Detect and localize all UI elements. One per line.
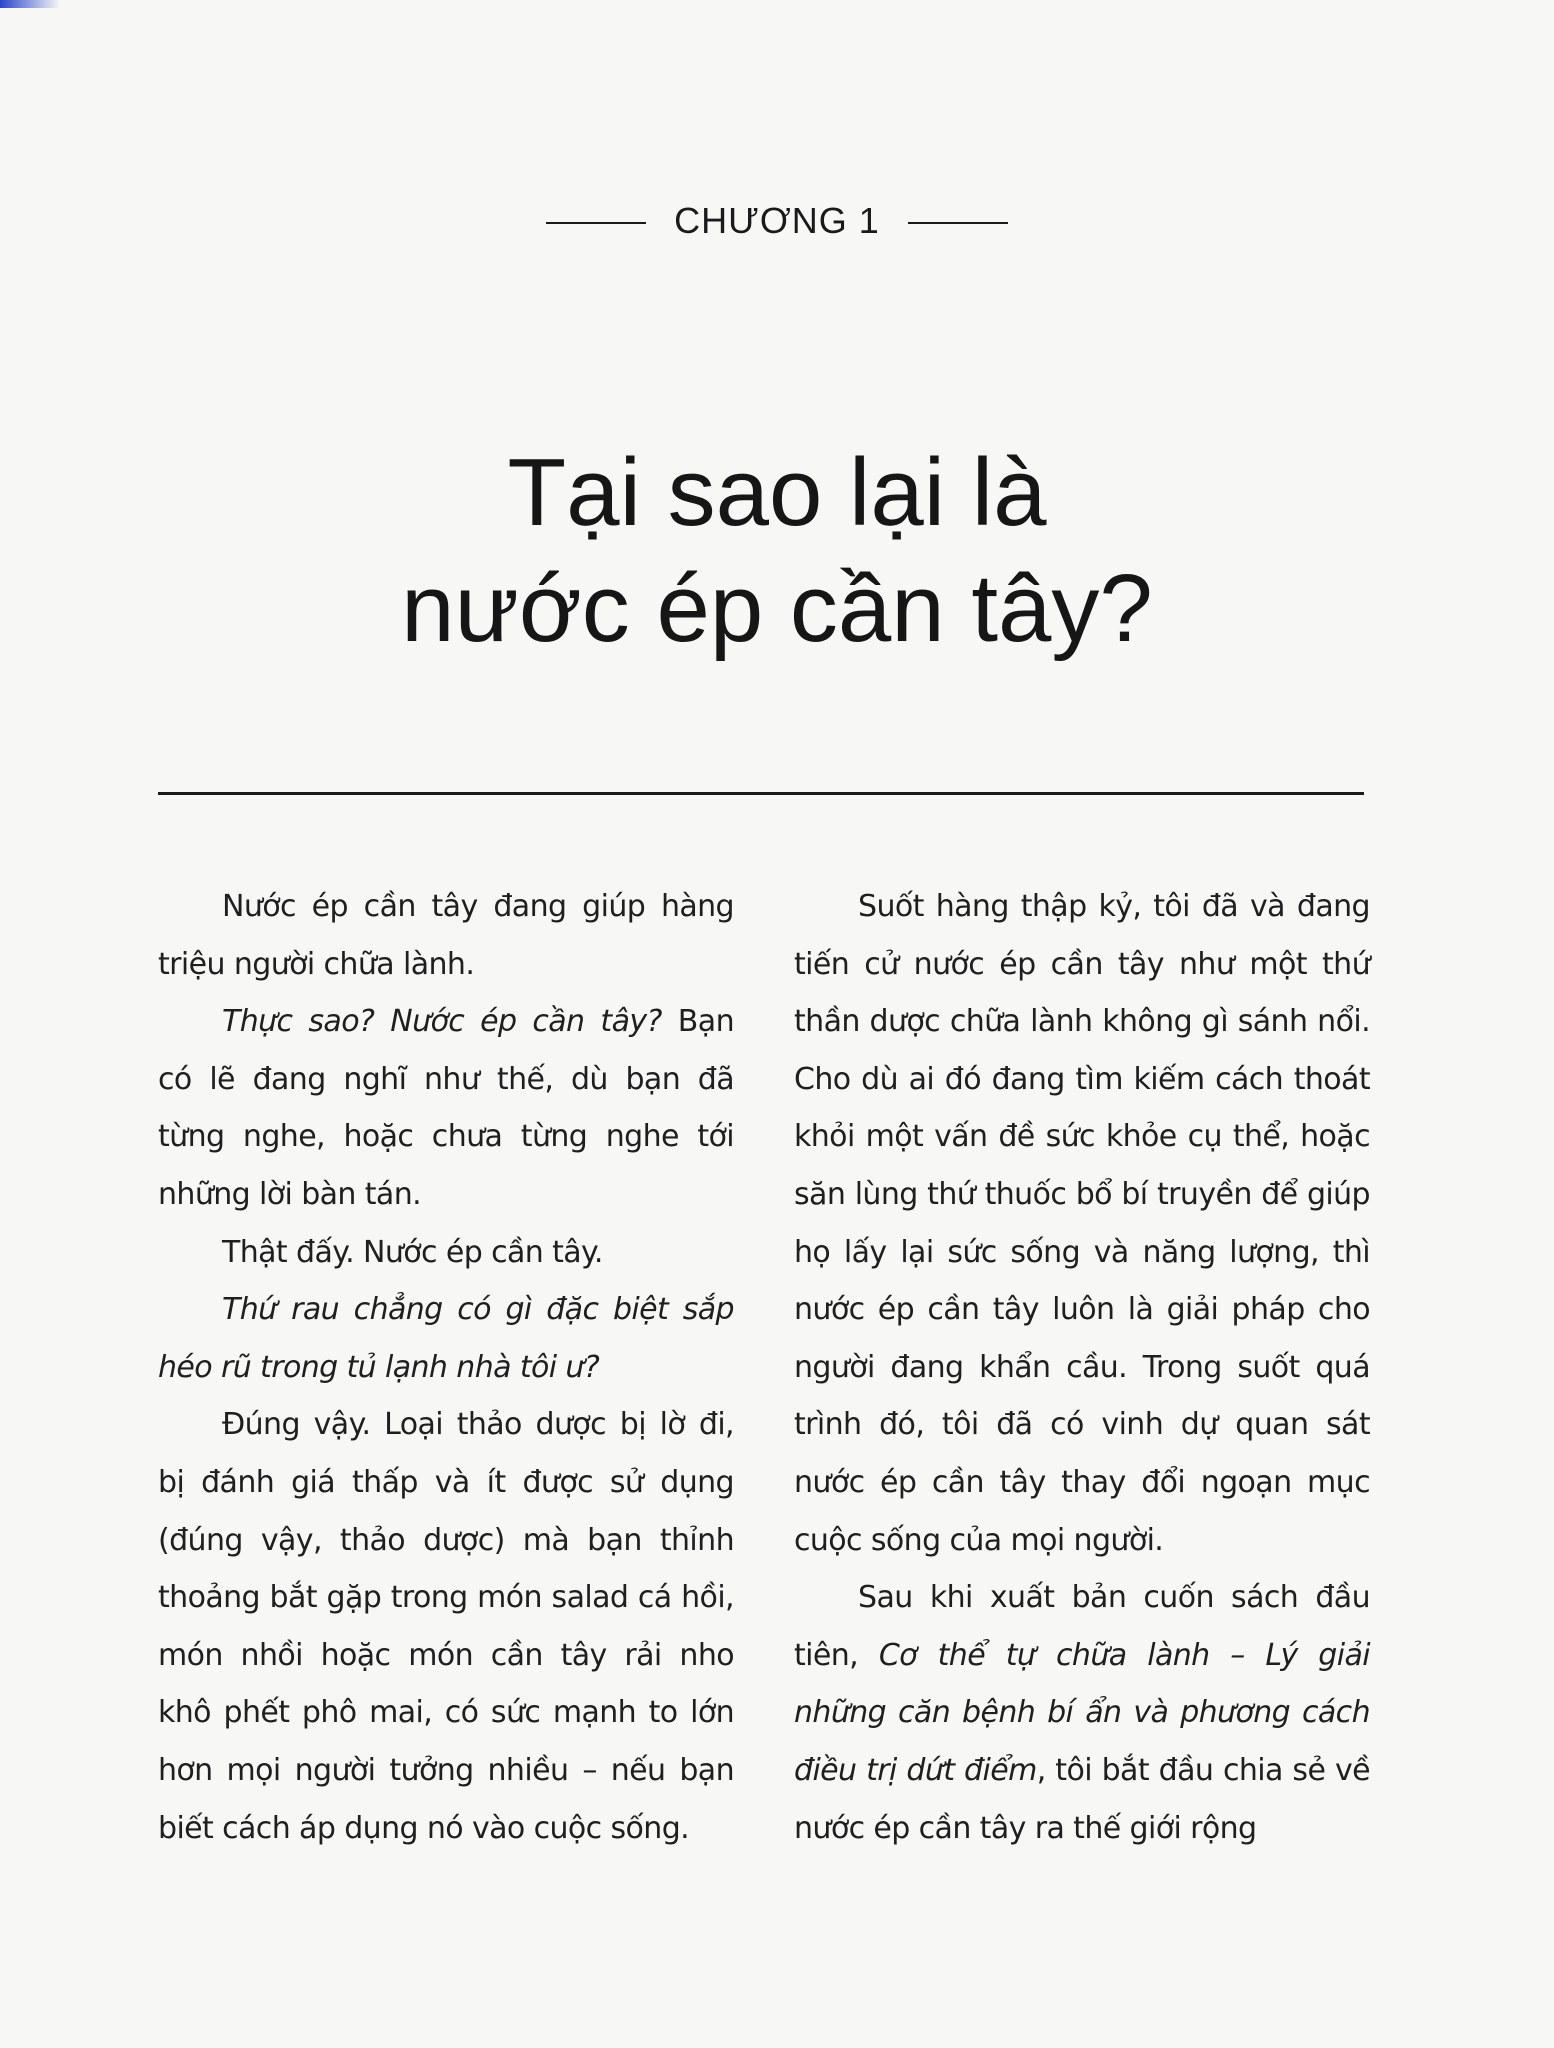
paragraph: Suốt hàng thập kỷ, tôi đã và đang tiến cử nước ép cần tây như một thứ thần dược chữa lành không gì sánh nổi. Cho dù ai đó đang tìm kiếm cách thoát khỏi một vấn đề sức khỏe cụ thể, hoặc săn lùng thứ thuốc bổ bí truyền để giúp họ lấy lại sức sống và năng lượng, thì nước ép cần tây luôn là giải pháp cho người đang khẩn cầu. Trong suốt quá trình đó, tôi đã có vinh dự quan sát nước ép cần tây thay đổi ngoạn mục cuộc sống của mọi người.: [794, 889, 1370, 1558]
chapter-label: [0, 200, 1554, 242]
paragraph: Nước ép cần tây đang giúp hàng triệu người chữa lành.: [158, 889, 734, 982]
italic-text: Thực sao? Nước ép cần tây?: [222, 1004, 662, 1040]
chapter-number: CHƯƠNG 1: [674, 200, 880, 241]
paragraph: [794, 1569, 1370, 1857]
chapter-title-line-1: Tại sao lại là: [507, 439, 1047, 546]
chapter-rule-left: [546, 222, 646, 224]
paragraph-text: Bạn có lẽ đang nghĩ như thế, dù bạn đã từng nghe, hoặc chưa từng nghe tới những lời bàn tán.: [158, 1004, 734, 1212]
book-title-italic: Cơ thể tự chữa lành – Lý giải những căn bệnh bí ẩn và phương cách điều trị dứt điểm: [794, 1637, 1370, 1788]
title-divider: [158, 792, 1364, 795]
paragraph-italic: Thứ rau chẳng có gì đặc biệt sắp héo rũ trong tủ lạnh nhà tôi ư?: [158, 1292, 734, 1385]
left-column: [158, 878, 734, 1857]
scan-edge-mark: [0, 0, 60, 8]
chapter-title-line-2: nước ép cần tây?: [401, 555, 1153, 662]
right-column: [794, 878, 1370, 1857]
paragraph: Đúng vậy. Loại thảo dược bị lờ đi, bị đánh giá thấp và ít được sử dụng (đúng vậy, thảo dược) mà bạn thỉnh thoảng bắt gặp trong món salad cá hồi, món nhồi hoặc món cần tây rải nho khô phết phô mai, có sức mạnh to lớn hơn mọi người tưởng nhiều – nếu bạn biết cách áp dụng nó vào cuộc sống.: [158, 1407, 734, 1846]
chapter-rule-right: [908, 222, 1008, 224]
paragraph-text: Sau khi xuất bản cuốn sách đầu tiên,: [794, 1580, 1370, 1673]
paragraph: [158, 993, 734, 1223]
paragraph-text: , tôi bắt đầu chia sẻ về nước ép cần tây ra thế giới rộng: [794, 1752, 1370, 1846]
chapter-title: [0, 435, 1554, 667]
paragraph: Thật đấy. Nước ép cần tây.: [222, 1234, 603, 1270]
